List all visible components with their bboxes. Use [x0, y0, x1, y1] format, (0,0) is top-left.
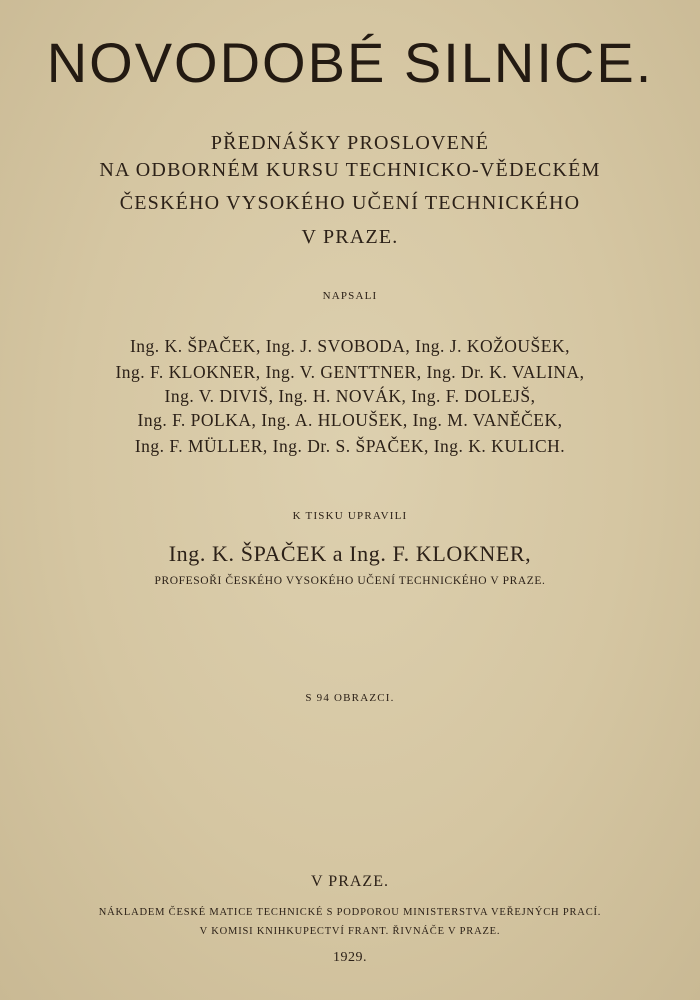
author-line-2: Ing. F. KLOKNER, Ing. V. GENTTNER, Ing. Dr. K. VALINA, [115, 362, 585, 382]
author-line-5: Ing. F. MÜLLER, Ing. Dr. S. ŠPAČEK, Ing. K. KULICH. [134, 436, 566, 456]
publisher-line-2: V KOMISI KNIHKUPECTVÍ FRANT. ŘIVNÁČE V PRAZE. [199, 926, 501, 937]
author-line-3: Ing. V. DIVIŠ, Ing. H. NOVÁK, Ing. F. DOLEJŠ, [164, 386, 536, 406]
subtitle-line-3: ČESKÉHO VYSOKÉHO UČENÍ TECHNICKÉHO [119, 192, 581, 214]
subtitle-line-4: V PRAZE. [301, 226, 399, 248]
author-line-1: Ing. K. ŠPAČEK, Ing. J. SVOBODA, Ing. J. KOŽOUŠEK, [129, 336, 570, 356]
subtitle-line-1: PŘEDNÁŠKY PROSLOVENÉ [210, 132, 490, 154]
publisher-line-1: NÁKLADEM ČESKÉ MATICE TECHNICKÉ S PODPOROU MINISTERSTVA VEŘEJNÝCH PRACÍ. [98, 907, 602, 918]
year-line: 1929. [333, 950, 367, 965]
edited-label: K TISKU UPRAVILI [292, 510, 408, 522]
subtitle-line-2: NA ODBORNÉM KURSU TECHNICKO-VĚDECKÉM [99, 159, 601, 181]
editors-line: Ing. K. ŠPAČEK a Ing. F. KLOKNER, [168, 541, 532, 566]
napsali-label: NAPSALI [322, 290, 378, 302]
book-title: NOVODOBÉ SILNICE. [46, 31, 654, 94]
figures-note: S 94 OBRAZCI. [305, 692, 395, 704]
place-line: V PRAZE. [311, 873, 389, 890]
author-line-4: Ing. F. POLKA, Ing. A. HLOUŠEK, Ing. M. VANĚČEK, [137, 410, 563, 430]
editors-affiliation: PROFESOŘI ČESKÉHO VYSOKÉHO UČENÍ TECHNICKÉHO V PRAZE. [154, 575, 546, 587]
